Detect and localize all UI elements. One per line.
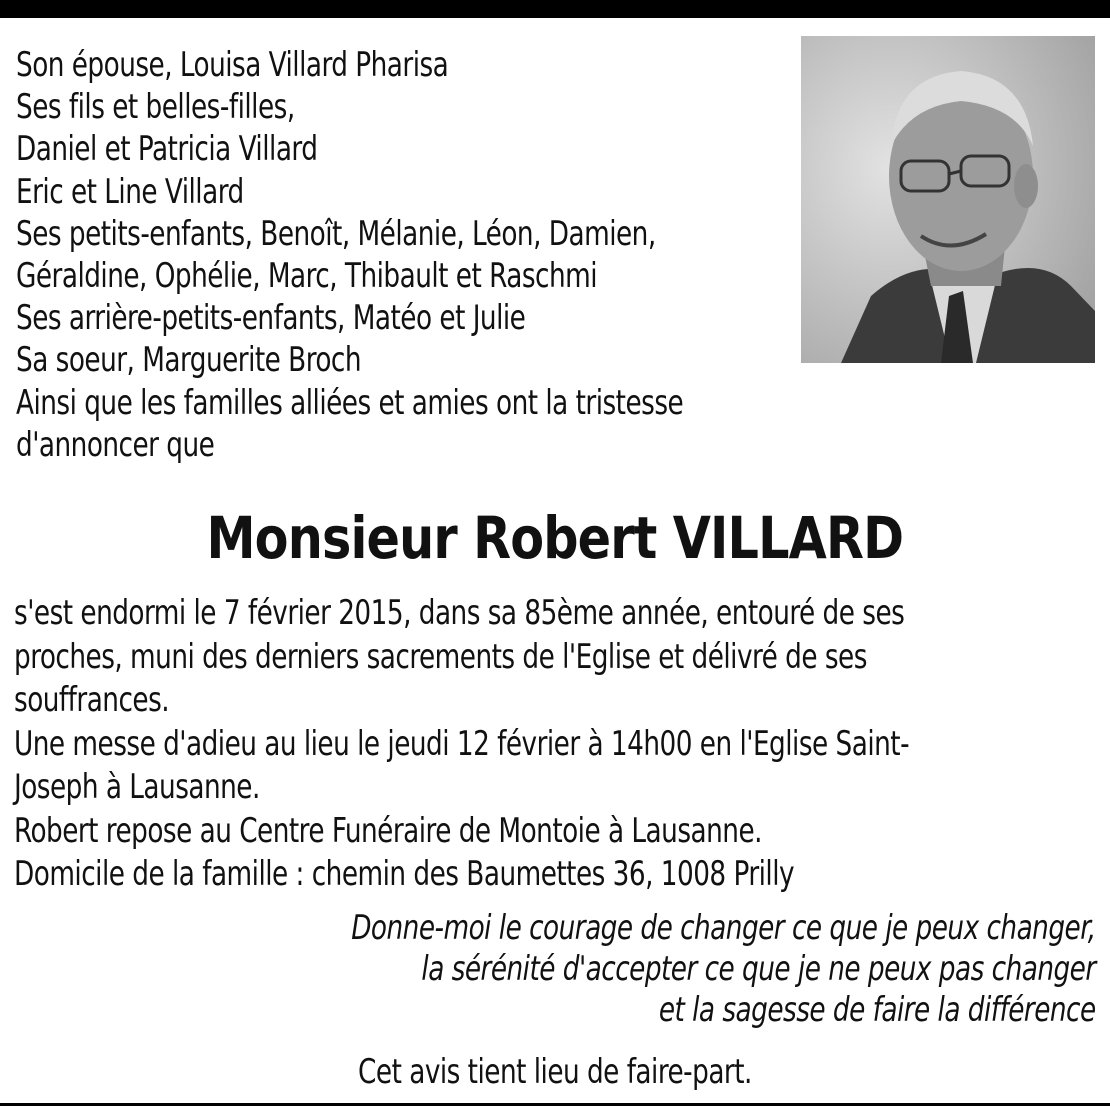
details-line: proches, muni des derniers sacrements de l'Eglise et délivré de ses (14, 636, 867, 677)
portrait-photo (801, 36, 1095, 363)
quote-line: et la sagesse de faire la différence (659, 990, 1096, 1030)
quote-line: la sérénité d'accepter ce que je ne peux pas changer (421, 949, 1096, 989)
family-line: d'annoncer que (16, 424, 215, 465)
family-line: Ainsi que les familles alliées et amies ont la tristesse (16, 382, 684, 423)
notice-line: Cet avis tient lieu de faire-part. (358, 1052, 752, 1092)
details-line: Domicile de la famille : chemin des Baumettes 36, 1008 Prilly (14, 854, 795, 894)
family-line: Ses fils et belles-filles, (16, 87, 295, 128)
family-line: Ses petits-enfants, Benoît, Mélanie, Léon, Damien, (16, 213, 656, 254)
portrait-placeholder-icon (801, 36, 1095, 363)
details-line: s'est endormi le 7 février 2015, dans sa 85ème année, entouré de ses (14, 593, 905, 633)
family-line: Eric et Line Villard (16, 171, 244, 212)
quote (352, 908, 1096, 1031)
quote-line: Donne-moi le courage de changer ce que je peux changer, (351, 908, 1096, 948)
funeral-details (14, 592, 1089, 897)
details-line: Joseph à Lausanne. (14, 767, 260, 807)
family-line: Son épouse, Louisa Villard Pharisa (16, 45, 449, 85)
bottom-rule (0, 1103, 1110, 1106)
family-announcement (16, 44, 807, 466)
family-line: Géraldine, Ophélie, Marc, Thibault et Raschmi (16, 256, 598, 297)
top-rule (0, 0, 1110, 18)
details-line: souffrances. (14, 680, 170, 720)
deceased-name: Monsieur Robert VILLARD (206, 504, 904, 572)
family-line: Ses arrière-petits-enfants, Matéo et Julie (16, 298, 526, 339)
details-line: Robert repose au Centre Funéraire de Montoie à Lausanne. (14, 810, 762, 851)
family-line: Daniel et Patricia Villard (16, 129, 318, 170)
details-line: Une messe d'adieu au lieu le jeudi 12 février à 14h00 en l'Eglise Saint- (14, 723, 910, 764)
family-line: Sa soeur, Marguerite Broch (16, 340, 362, 381)
